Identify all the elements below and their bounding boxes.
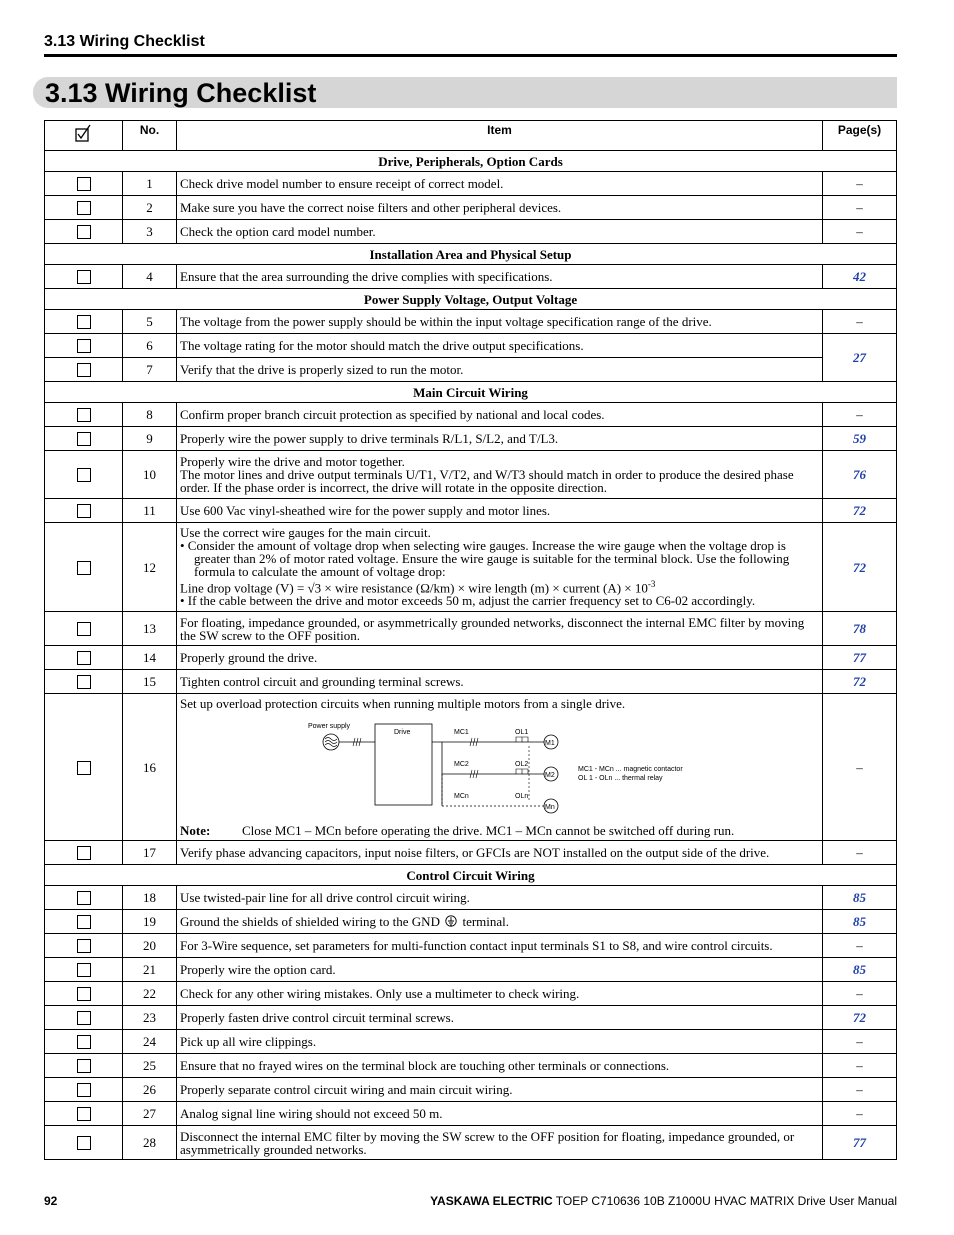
ol1-label: OL1 bbox=[515, 729, 529, 737]
table-row bbox=[45, 670, 897, 694]
category-label: Installation Area and Physical Setup bbox=[45, 244, 897, 265]
row-item bbox=[177, 910, 823, 934]
page-link[interactable]: 85 bbox=[853, 962, 866, 978]
table-row bbox=[45, 886, 897, 910]
table-row bbox=[45, 1102, 897, 1126]
table-row bbox=[45, 694, 897, 841]
row-number: 16 bbox=[123, 694, 177, 841]
row-item: Analog signal line wiring should not exceed 50 m. bbox=[177, 1102, 823, 1126]
row-number: 2 bbox=[123, 196, 177, 220]
pages-column-header: Page(s) bbox=[823, 121, 897, 151]
row-page: – bbox=[823, 1054, 897, 1078]
checkbox-cell[interactable] bbox=[45, 427, 123, 451]
table-row bbox=[45, 1078, 897, 1102]
row-page bbox=[823, 670, 897, 694]
checkbox[interactable] bbox=[77, 1136, 91, 1150]
checkbox[interactable] bbox=[77, 651, 91, 665]
page-number: 92 bbox=[44, 1194, 58, 1208]
checkbox[interactable] bbox=[77, 432, 91, 446]
row-number: 7 bbox=[123, 358, 177, 382]
row-item: Check the option card model number. bbox=[177, 220, 823, 244]
legend-contactor: MC1 - MCn ... magnetic contactor bbox=[578, 766, 683, 774]
table-row bbox=[45, 958, 897, 982]
table-row bbox=[45, 934, 897, 958]
checkbox-cell[interactable] bbox=[45, 612, 123, 646]
checkbox-cell[interactable] bbox=[45, 403, 123, 427]
table-row bbox=[45, 982, 897, 1006]
formula-text: Line drop voltage (V) = √3 × wire resistance (Ω/km) × wire length (m) × current (A) × 10 bbox=[180, 580, 648, 596]
table-row bbox=[45, 910, 897, 934]
table-row bbox=[45, 403, 897, 427]
row-number: 19 bbox=[123, 910, 177, 934]
m1-label: M1 bbox=[545, 740, 555, 748]
checkbox-cell[interactable] bbox=[45, 358, 123, 382]
row-number: 26 bbox=[123, 1078, 177, 1102]
table-header-row bbox=[45, 121, 897, 151]
row-item bbox=[177, 523, 823, 612]
checkbox-cell[interactable] bbox=[45, 958, 123, 982]
row-number: 20 bbox=[123, 934, 177, 958]
page-link[interactable]: 72 bbox=[853, 503, 866, 518]
category-label: Power Supply Voltage, Output Voltage bbox=[45, 289, 897, 310]
row-number: 4 bbox=[123, 265, 177, 289]
table-row bbox=[45, 612, 897, 646]
checkbox-cell[interactable] bbox=[45, 646, 123, 670]
checkbox[interactable] bbox=[77, 1083, 91, 1097]
page-link[interactable]: 42 bbox=[853, 269, 866, 284]
checkbox[interactable] bbox=[77, 939, 91, 953]
row-page bbox=[823, 1006, 897, 1030]
row-item: Verify that the drive is properly sized to run the motor. bbox=[177, 358, 823, 382]
mcn-label: MCn bbox=[454, 793, 469, 801]
checkbox[interactable] bbox=[77, 1059, 91, 1073]
page-link[interactable]: 59 bbox=[853, 431, 866, 446]
row-number: 23 bbox=[123, 1006, 177, 1030]
row-page: – bbox=[823, 310, 897, 334]
checkbox[interactable] bbox=[77, 177, 91, 191]
row-page: – bbox=[823, 403, 897, 427]
checkbox[interactable] bbox=[77, 846, 91, 860]
table-row bbox=[45, 427, 897, 451]
footer-brand: YASKAWA ELECTRIC bbox=[430, 1194, 553, 1208]
row-number: 1 bbox=[123, 172, 177, 196]
checkbox-cell[interactable] bbox=[45, 1054, 123, 1078]
page-link[interactable]: 27 bbox=[853, 350, 866, 365]
power-supply-label: Power supply bbox=[308, 723, 351, 731]
row-page: – bbox=[823, 694, 897, 841]
checkbox[interactable] bbox=[77, 891, 91, 905]
page-link[interactable]: 72 bbox=[853, 559, 866, 575]
page-link[interactable]: 77 bbox=[853, 650, 866, 666]
item-column-header: Item bbox=[177, 121, 823, 151]
row-item: Confirm proper branch circuit protection as specified by national and local codes. bbox=[177, 403, 823, 427]
row-number: 10 bbox=[123, 451, 177, 499]
checkbox-cell[interactable] bbox=[45, 670, 123, 694]
checkbox[interactable] bbox=[77, 1107, 91, 1121]
row-page bbox=[823, 958, 897, 982]
no-column-header: No. bbox=[123, 121, 177, 151]
checkbox[interactable] bbox=[77, 315, 91, 329]
checkbox-cell[interactable] bbox=[45, 934, 123, 958]
row-number: 5 bbox=[123, 310, 177, 334]
row-page bbox=[823, 265, 897, 289]
row-item: Properly separate control circuit wiring and main circuit wiring. bbox=[177, 1078, 823, 1102]
row-number: 18 bbox=[123, 886, 177, 910]
checkbox[interactable] bbox=[77, 675, 91, 689]
row-item: The voltage rating for the motor should match the drive output specifications. bbox=[177, 334, 823, 358]
row-number: 15 bbox=[123, 670, 177, 694]
note-label: Note: bbox=[180, 823, 211, 839]
category-label: Drive, Peripherals, Option Cards bbox=[45, 151, 897, 172]
row-page bbox=[823, 334, 897, 382]
legend-thermal-relay: OL 1 - OLn ... thermal relay bbox=[578, 775, 663, 783]
ol2-label: OL2 bbox=[515, 761, 529, 769]
checkbox[interactable] bbox=[77, 1035, 91, 1049]
checkbox[interactable] bbox=[77, 339, 91, 353]
page-link[interactable]: 77 bbox=[853, 1135, 866, 1151]
checkbox-cell[interactable] bbox=[45, 310, 123, 334]
formula-exponent: -3 bbox=[647, 579, 656, 589]
checkbox-cell[interactable] bbox=[45, 841, 123, 865]
row-item: Properly wire the power supply to drive terminals R/L1, S/L2, and T/L3. bbox=[177, 427, 823, 451]
row-page bbox=[823, 523, 897, 612]
table-row bbox=[45, 172, 897, 196]
row-item-text: Set up overload protection circuits when running multiple motors from a single drive. bbox=[180, 696, 626, 712]
checkbox[interactable] bbox=[77, 561, 91, 575]
checkbox-cell[interactable] bbox=[45, 196, 123, 220]
table-row bbox=[45, 1126, 897, 1160]
category-row bbox=[45, 382, 897, 403]
bullet-voltage-drop: • Consider the amount of voltage drop when selecting wire gauges. Increase the wire gauge when the voltage drop is greater than 2% of motor rated voltage. Ensure the wire gauge is suitable for the terminal block. Use the following formula to calculate the amount of voltage drop: bbox=[180, 538, 790, 579]
row-page bbox=[823, 910, 897, 934]
checkbox[interactable] bbox=[77, 622, 91, 636]
row-item: Ensure that the area surrounding the drive complies with specifications. bbox=[177, 265, 823, 289]
mc2-label: MC2 bbox=[454, 761, 469, 769]
page-link[interactable]: 85 bbox=[853, 914, 866, 930]
checkbox[interactable] bbox=[77, 363, 91, 377]
oln-label: OLn bbox=[515, 793, 529, 801]
row-item-tail: terminal. bbox=[462, 914, 510, 930]
row-item: Check for any other wiring mistakes. Only use a multimeter to check wiring. bbox=[177, 982, 823, 1006]
note bbox=[180, 824, 819, 837]
voltage-drop-formula bbox=[180, 578, 819, 594]
checkbox-cell[interactable] bbox=[45, 910, 123, 934]
row-page bbox=[823, 612, 897, 646]
page-link[interactable]: 72 bbox=[853, 674, 866, 690]
checkbox[interactable] bbox=[77, 915, 91, 929]
row-number: 3 bbox=[123, 220, 177, 244]
table-row bbox=[45, 358, 897, 382]
drive-box bbox=[375, 724, 432, 805]
row-page: – bbox=[823, 1102, 897, 1126]
table-row bbox=[45, 1030, 897, 1054]
row-number: 8 bbox=[123, 403, 177, 427]
page-link[interactable]: 85 bbox=[853, 890, 866, 906]
checkbox[interactable] bbox=[77, 270, 91, 284]
checkbox-cell[interactable] bbox=[45, 1126, 123, 1160]
row-number: 25 bbox=[123, 1054, 177, 1078]
row-item: Use twisted-pair line for all drive control circuit wiring. bbox=[177, 886, 823, 910]
row-item: Properly ground the drive. bbox=[177, 646, 823, 670]
checkbox-cell[interactable] bbox=[45, 220, 123, 244]
category-label: Main Circuit Wiring bbox=[45, 382, 897, 403]
checkbox-cell[interactable] bbox=[45, 1006, 123, 1030]
checkbox-cell[interactable] bbox=[45, 451, 123, 499]
checkbox-cell[interactable] bbox=[45, 694, 123, 841]
row-item: Tighten control circuit and grounding terminal screws. bbox=[177, 670, 823, 694]
row-item-text: Properly wire the drive and motor together. bbox=[180, 454, 405, 469]
row-number: 9 bbox=[123, 427, 177, 451]
checkbox[interactable] bbox=[77, 1011, 91, 1025]
checkbox[interactable] bbox=[77, 987, 91, 1001]
row-item bbox=[177, 451, 823, 499]
table-row bbox=[45, 220, 897, 244]
row-item: Check drive model number to ensure receipt of correct model. bbox=[177, 172, 823, 196]
category-row bbox=[45, 151, 897, 172]
row-item: For floating, impedance grounded, or asymmetrically grounded networks, disconnect the internal EMC filter by moving the SW screw to the OFF position. bbox=[177, 612, 823, 646]
row-number: 11 bbox=[123, 499, 177, 523]
category-row bbox=[45, 289, 897, 310]
row-number: 24 bbox=[123, 1030, 177, 1054]
category-row bbox=[45, 244, 897, 265]
row-page bbox=[823, 427, 897, 451]
row-number: 14 bbox=[123, 646, 177, 670]
checkbox-cell[interactable] bbox=[45, 1078, 123, 1102]
table-row bbox=[45, 841, 897, 865]
checkbox-cell[interactable] bbox=[45, 265, 123, 289]
row-page: – bbox=[823, 982, 897, 1006]
table-row bbox=[45, 646, 897, 670]
page-link[interactable]: 72 bbox=[853, 1010, 866, 1026]
row-item: Verify phase advancing capacitors, input noise filters, or GFCIs are NOT installed on the output side of the drive. bbox=[177, 841, 823, 865]
note-text: Close MC1 – MCn before operating the drive. MC1 – MCn cannot be switched off during run. bbox=[242, 823, 735, 839]
row-page bbox=[823, 886, 897, 910]
row-number: 21 bbox=[123, 958, 177, 982]
m2-label: M2 bbox=[545, 772, 555, 780]
checkbox-cell[interactable] bbox=[45, 334, 123, 358]
page-link[interactable]: 76 bbox=[853, 467, 866, 482]
bullet-cable-length: • If the cable between the drive and motor exceeds 50 m, adjust the carrier frequency set to C6-02 accordingly. bbox=[180, 593, 756, 609]
row-item-detail: The motor lines and drive output terminals U/T1, V/T2, and W/T3 should match in order to produce the desired phase order. If the phase order is incorrect, the drive will rotate in the opposite direction. bbox=[180, 467, 794, 495]
row-item: The voltage from the power supply should be within the input voltage specification range of the drive. bbox=[177, 310, 823, 334]
row-number: 28 bbox=[123, 1126, 177, 1160]
check-column-header bbox=[45, 121, 123, 151]
row-number: 27 bbox=[123, 1102, 177, 1126]
table-row bbox=[45, 451, 897, 499]
row-item-text: Ground the shields of shielded wiring to the GND bbox=[180, 914, 440, 930]
row-page: – bbox=[823, 220, 897, 244]
checkbox-cell[interactable] bbox=[45, 172, 123, 196]
section-title: 3.13 Wiring Checklist bbox=[45, 78, 317, 108]
category-label: Control Circuit Wiring bbox=[45, 865, 897, 886]
running-header: 3.13 Wiring Checklist bbox=[44, 33, 205, 50]
wiring-checklist-table bbox=[44, 120, 897, 1160]
row-item: Properly fasten drive control circuit terminal screws. bbox=[177, 1006, 823, 1030]
table-row bbox=[45, 1006, 897, 1030]
table-row bbox=[45, 196, 897, 220]
checkbox-cell[interactable] bbox=[45, 886, 123, 910]
checkbox[interactable] bbox=[77, 408, 91, 422]
row-page: – bbox=[823, 1030, 897, 1054]
header-rule bbox=[44, 54, 897, 57]
row-item: Ensure that no frayed wires on the terminal block are touching other terminals or connections. bbox=[177, 1054, 823, 1078]
row-page: – bbox=[823, 934, 897, 958]
checkmark-icon bbox=[75, 124, 93, 144]
drive-label: Drive bbox=[394, 729, 411, 737]
checkbox[interactable] bbox=[77, 468, 91, 482]
mc1-label: MC1 bbox=[454, 729, 469, 737]
row-item: Properly wire the option card. bbox=[177, 958, 823, 982]
page-link[interactable]: 78 bbox=[853, 621, 866, 637]
footer-manual: TOEP C710636 10B Z1000U HVAC MATRIX Drive User Manual bbox=[555, 1194, 897, 1208]
checkbox[interactable] bbox=[77, 504, 91, 518]
row-page: – bbox=[823, 1078, 897, 1102]
checkbox-cell[interactable] bbox=[45, 523, 123, 612]
ground-icon bbox=[445, 915, 457, 927]
row-page bbox=[823, 646, 897, 670]
checkbox[interactable] bbox=[77, 761, 91, 775]
overload-protection-diagram bbox=[180, 714, 819, 824]
row-item: Disconnect the internal EMC filter by moving the SW screw to the OFF position for floating, impedance grounded, or asymmetrically grounded networks. bbox=[177, 1126, 823, 1160]
checkbox-cell[interactable] bbox=[45, 982, 123, 1006]
table-row bbox=[45, 334, 897, 358]
row-item: Pick up all wire clippings. bbox=[177, 1030, 823, 1054]
row-page bbox=[823, 451, 897, 499]
row-number: 13 bbox=[123, 612, 177, 646]
checkbox[interactable] bbox=[77, 201, 91, 215]
row-item-text: Use the correct wire gauges for the main circuit. bbox=[180, 525, 431, 540]
row-item: Make sure you have the correct noise filters and other peripheral devices. bbox=[177, 196, 823, 220]
row-page bbox=[823, 1126, 897, 1160]
table-row bbox=[45, 1054, 897, 1078]
row-number: 22 bbox=[123, 982, 177, 1006]
checkbox-cell[interactable] bbox=[45, 1102, 123, 1126]
row-number: 17 bbox=[123, 841, 177, 865]
row-page: – bbox=[823, 172, 897, 196]
checkbox-cell[interactable] bbox=[45, 499, 123, 523]
wiring-diagram-svg bbox=[308, 714, 728, 824]
row-page: – bbox=[823, 196, 897, 220]
checkbox[interactable] bbox=[77, 963, 91, 977]
row-number: 6 bbox=[123, 334, 177, 358]
row-item: For 3-Wire sequence, set parameters for multi-function contact input terminals S1 to S8, and wire control circuits. bbox=[177, 934, 823, 958]
row-number: 12 bbox=[123, 523, 177, 612]
footer-manual-title bbox=[430, 1194, 897, 1208]
row-item bbox=[177, 694, 823, 841]
table-row bbox=[45, 265, 897, 289]
table-row bbox=[45, 523, 897, 612]
table-row bbox=[45, 310, 897, 334]
category-row bbox=[45, 865, 897, 886]
row-item: Use 600 Vac vinyl-sheathed wire for the power supply and motor lines. bbox=[177, 499, 823, 523]
checkbox[interactable] bbox=[77, 225, 91, 239]
row-page: – bbox=[823, 841, 897, 865]
table-row bbox=[45, 499, 897, 523]
mn-label: Mn bbox=[545, 804, 555, 812]
checkbox-cell[interactable] bbox=[45, 1030, 123, 1054]
row-page bbox=[823, 499, 897, 523]
